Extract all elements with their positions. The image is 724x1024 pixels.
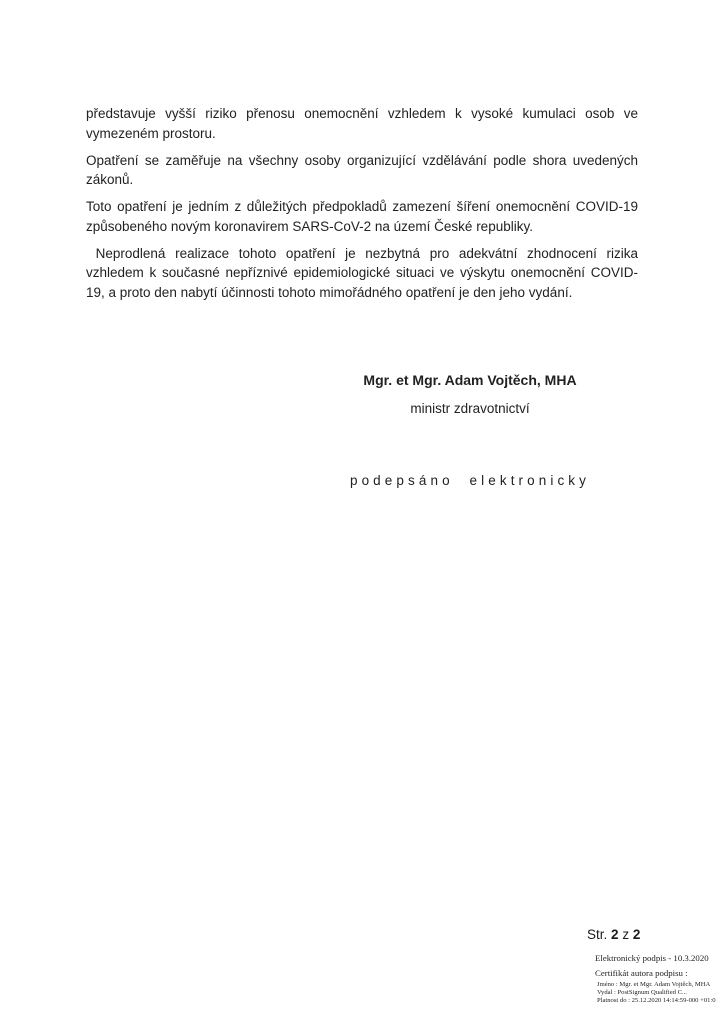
signatory-name: Mgr. et Mgr. Adam Vojtěch, MHA xyxy=(363,372,577,388)
body-paragraph: Opatření se zaměřuje na všechny osoby organizující vzdělávání podle shora uvedených zákonů. xyxy=(86,152,638,187)
stamp-detail-name: Jméno : Mgr. et Mgr. Adam Vojtěch, MHA xyxy=(597,981,711,988)
page-number xyxy=(587,927,640,943)
signatory-title: ministr zdravotnictví xyxy=(410,401,530,416)
signature-block xyxy=(310,372,630,489)
stamp-certificate-label: Certifikát autora podpisu : xyxy=(595,967,688,978)
page-number-prefix: Str. xyxy=(587,927,608,942)
stamp-certificate-details xyxy=(595,981,716,1004)
stamp-detail-validity: Platnost do : 25.12.2020 14:14:59-000 +01:0 xyxy=(597,996,716,1004)
body-paragraph: Toto opatření je jedním z důležitých předpokladů zamezení šíření onemocnění COVID-19 způsobeného novým koronavirem SARS-CoV-2 na území České republiky. xyxy=(86,199,638,234)
document-body xyxy=(86,104,638,310)
stamp-signature-date: Elektronický podpis - 10.3.2020 xyxy=(595,953,709,963)
body-paragraph: představuje vyšší riziko přenosu onemocnění vzhledem k vysoké kumulaci osob ve vymezeném prostoru. xyxy=(86,106,638,141)
body-paragraph: Neprodlená realizace tohoto opatření je nezbytná pro adekvátní zhodnocení rizika vzhledem k současné nepříznivé epidemiologické situaci ve výskytu onemocnění COVID-19, a proto den nabytí účinnosti tohoto mimořádného opatření je den jeho vydání. xyxy=(86,245,638,300)
electronic-signature-note: podepsáno elektronicky xyxy=(349,473,591,488)
signature-stamp xyxy=(595,951,716,1004)
page-number-total: 2 xyxy=(632,927,641,942)
page-number-current: 2 xyxy=(611,927,619,942)
page-number-separator: z xyxy=(622,927,630,942)
stamp-detail-issuer: Vydal : PostSignum Qualified C... xyxy=(597,988,687,996)
